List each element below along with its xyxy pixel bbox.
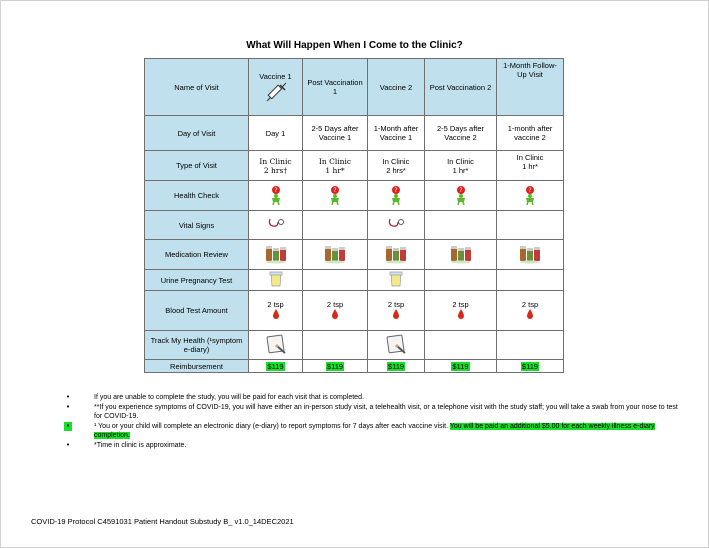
doctor-figure-icon bbox=[453, 185, 469, 207]
visit-type-1 bbox=[249, 151, 303, 181]
type-duration: 2 hrs† bbox=[263, 165, 288, 175]
vital-cell-2 bbox=[303, 211, 368, 240]
med-cell-1 bbox=[249, 240, 303, 270]
med-cell-5 bbox=[497, 240, 564, 270]
blood-cell-5 bbox=[497, 291, 564, 331]
svg-text:?: ? bbox=[394, 186, 398, 194]
bullet-icon: • bbox=[66, 403, 70, 411]
urine-cup-icon bbox=[269, 271, 283, 289]
note-item bbox=[64, 403, 684, 422]
health-cell-1 bbox=[249, 181, 303, 211]
row-label-health: Health Check bbox=[145, 181, 249, 211]
row-blood-test-amount bbox=[145, 291, 564, 331]
visit-name-text: Vaccine 1 bbox=[259, 71, 292, 81]
visit-day-5: 1-month after vaccine 2 bbox=[497, 116, 564, 151]
row-label-vital: Vital Signs bbox=[145, 211, 249, 240]
vital-cell-5 bbox=[497, 211, 564, 240]
vital-cell-1 bbox=[249, 211, 303, 240]
svg-text:?: ? bbox=[273, 186, 278, 194]
page-title: What Will Happen When I Come to the Clinic? bbox=[246, 40, 463, 51]
visit-type-4 bbox=[425, 151, 497, 181]
svg-text:?: ? bbox=[333, 186, 337, 194]
health-cell-3 bbox=[368, 181, 425, 211]
urine-cell-2 bbox=[303, 270, 368, 291]
type-line: In Clinic bbox=[516, 153, 544, 162]
visit-day-3: 1-Month after Vaccine 1 bbox=[368, 116, 425, 151]
visit-name-4: Post Vaccination 2 bbox=[425, 59, 497, 116]
doctor-figure-icon bbox=[522, 185, 538, 207]
health-cell-5 bbox=[497, 181, 564, 211]
doctor-figure-icon bbox=[268, 185, 284, 207]
medication-bottles-icon bbox=[384, 244, 408, 266]
visit-name-5: 1-Month Follow-Up Visit bbox=[497, 59, 564, 116]
track-cell-2 bbox=[303, 331, 368, 360]
bullet-icon: • bbox=[66, 441, 70, 449]
blood-drop-icon bbox=[499, 309, 561, 321]
visit-name-3: Vaccine 2 bbox=[368, 59, 425, 116]
row-label-urine: Urine Pregnancy Test bbox=[145, 270, 249, 291]
row-reimbursement bbox=[145, 360, 564, 373]
note-highlight: You will be paid an additional $5.00 for each weekly illness e-diary completion. bbox=[94, 422, 655, 440]
med-cell-3 bbox=[368, 240, 425, 270]
visit-type-5 bbox=[497, 151, 564, 181]
reimb-cell-5 bbox=[497, 360, 564, 373]
svg-text:?: ? bbox=[528, 186, 532, 194]
tablet-diary-icon bbox=[385, 334, 407, 356]
note-text: If you are unable to complete the study, you will be paid for each visit that is completed. bbox=[94, 394, 364, 401]
visit-day-2: 2-5 Days after Vaccine 1 bbox=[303, 116, 368, 151]
reimb-cell-3 bbox=[368, 360, 425, 373]
visit-name-1 bbox=[249, 59, 303, 116]
track-cell-3 bbox=[368, 331, 425, 360]
row-type-of-visit bbox=[145, 151, 564, 181]
urine-cell-4 bbox=[425, 270, 497, 291]
doctor-figure-icon bbox=[388, 185, 404, 207]
track-cell-4 bbox=[425, 331, 497, 360]
visit-name-2: Post Vaccination 1 bbox=[303, 59, 368, 116]
bullet-icon: • bbox=[66, 394, 70, 401]
blood-drop-icon bbox=[305, 309, 365, 321]
row-label-name: Name of Visit bbox=[145, 59, 249, 116]
reimb-cell-4 bbox=[425, 360, 497, 373]
syringe-icon bbox=[264, 81, 288, 103]
document-footer: COVID-19 Protocol C4591031 Patient Handout Substudy B_ v1.0_14DEC2021 bbox=[31, 517, 294, 526]
stethoscope-icon bbox=[267, 217, 285, 233]
row-vital-signs bbox=[145, 211, 564, 240]
med-cell-2 bbox=[303, 240, 368, 270]
row-health-check bbox=[145, 181, 564, 211]
blood-cell-4 bbox=[425, 291, 497, 331]
urine-cup-icon bbox=[389, 271, 403, 289]
note-item bbox=[64, 441, 684, 451]
urine-cell-3 bbox=[368, 270, 425, 291]
row-label-type: Type of Visit bbox=[145, 151, 249, 181]
type-line: In Clinic bbox=[447, 156, 474, 166]
visit-day-1: Day 1 bbox=[249, 116, 303, 151]
row-medication-review bbox=[145, 240, 564, 270]
type-duration: 1 hr* bbox=[325, 165, 345, 175]
reimb-cell-2 bbox=[303, 360, 368, 373]
note-text: **If you experience symptoms of COVID-19, you will have either an in-person study visit, a telehealth visit, or a telephone visit with the study staff; you will take a swab from your nose to test for COVID-19. bbox=[94, 403, 678, 421]
doctor-figure-icon bbox=[327, 185, 343, 207]
row-day-of-visit bbox=[145, 116, 564, 151]
blood-cell-3 bbox=[368, 291, 425, 331]
vital-cell-3 bbox=[368, 211, 425, 240]
reimbursement-amount: $119 bbox=[326, 361, 344, 371]
type-duration: 1 hr* bbox=[522, 162, 538, 171]
row-name-of-visit bbox=[145, 59, 564, 116]
track-cell-1 bbox=[249, 331, 303, 360]
medication-bottles-icon bbox=[264, 244, 288, 266]
medication-bottles-icon bbox=[449, 244, 473, 266]
type-line: In Clinic bbox=[259, 156, 292, 166]
reimbursement-amount: $119 bbox=[387, 361, 405, 371]
medication-bottles-icon bbox=[518, 244, 542, 266]
reimbursement-amount: $119 bbox=[267, 361, 284, 371]
row-label-reimb: Reimbursement bbox=[145, 360, 249, 373]
blood-amount: 2 tsp bbox=[452, 300, 469, 309]
visit-type-2 bbox=[303, 151, 368, 181]
stethoscope-icon bbox=[387, 217, 405, 233]
blood-cell-1 bbox=[249, 291, 303, 331]
reimbursement-amount: $119 bbox=[452, 361, 469, 371]
tablet-diary-icon bbox=[265, 334, 287, 356]
blood-amount: 2 tsp bbox=[326, 300, 344, 309]
reimbursement-amount: $119 bbox=[521, 361, 539, 371]
row-label-blood: Blood Test Amount bbox=[145, 291, 249, 331]
row-urine-pregnancy-test bbox=[145, 270, 564, 291]
urine-cell-5 bbox=[497, 270, 564, 291]
visit-schedule-table bbox=[144, 58, 564, 373]
visit-day-4: 2-5 Days after Vaccine 2 bbox=[425, 116, 497, 151]
med-cell-4 bbox=[425, 240, 497, 270]
blood-drop-icon bbox=[427, 309, 494, 321]
type-line: In Clinic bbox=[318, 156, 352, 166]
row-label-track: Track My Health (¹symptom e-diary) bbox=[145, 331, 249, 360]
type-duration: 2 hrs* bbox=[386, 165, 406, 175]
medication-bottles-icon bbox=[323, 244, 347, 266]
blood-amount: 2 tsp bbox=[521, 300, 539, 309]
type-duration: 1 hr* bbox=[452, 165, 469, 175]
reimb-cell-1 bbox=[249, 360, 303, 373]
note-text: ¹ You or your child will complete an electronic diary (e-diary) to report symptoms for 7 days after each vaccine visit. bbox=[94, 422, 449, 430]
note-text: *Time in clinic is approximate. bbox=[94, 441, 187, 449]
note-item bbox=[64, 393, 684, 403]
vital-cell-4 bbox=[425, 211, 497, 240]
blood-amount: 2 tsp bbox=[267, 300, 284, 309]
row-label-med: Medication Review bbox=[145, 240, 249, 270]
blood-amount: 2 tsp bbox=[387, 300, 405, 309]
urine-cell-1 bbox=[249, 270, 303, 291]
blood-cell-2 bbox=[303, 291, 368, 331]
row-track-my-health bbox=[145, 331, 564, 360]
note-item bbox=[64, 422, 684, 441]
type-line: In Clinic bbox=[382, 156, 410, 166]
bullet-icon: • bbox=[64, 422, 72, 432]
svg-text:?: ? bbox=[458, 186, 463, 194]
blood-drop-icon bbox=[251, 309, 300, 321]
health-cell-2 bbox=[303, 181, 368, 211]
row-label-day: Day of Visit bbox=[145, 116, 249, 151]
visit-type-3 bbox=[368, 151, 425, 181]
track-cell-5 bbox=[497, 331, 564, 360]
notes-list bbox=[64, 393, 684, 451]
blood-drop-icon bbox=[370, 309, 422, 321]
health-cell-4 bbox=[425, 181, 497, 211]
